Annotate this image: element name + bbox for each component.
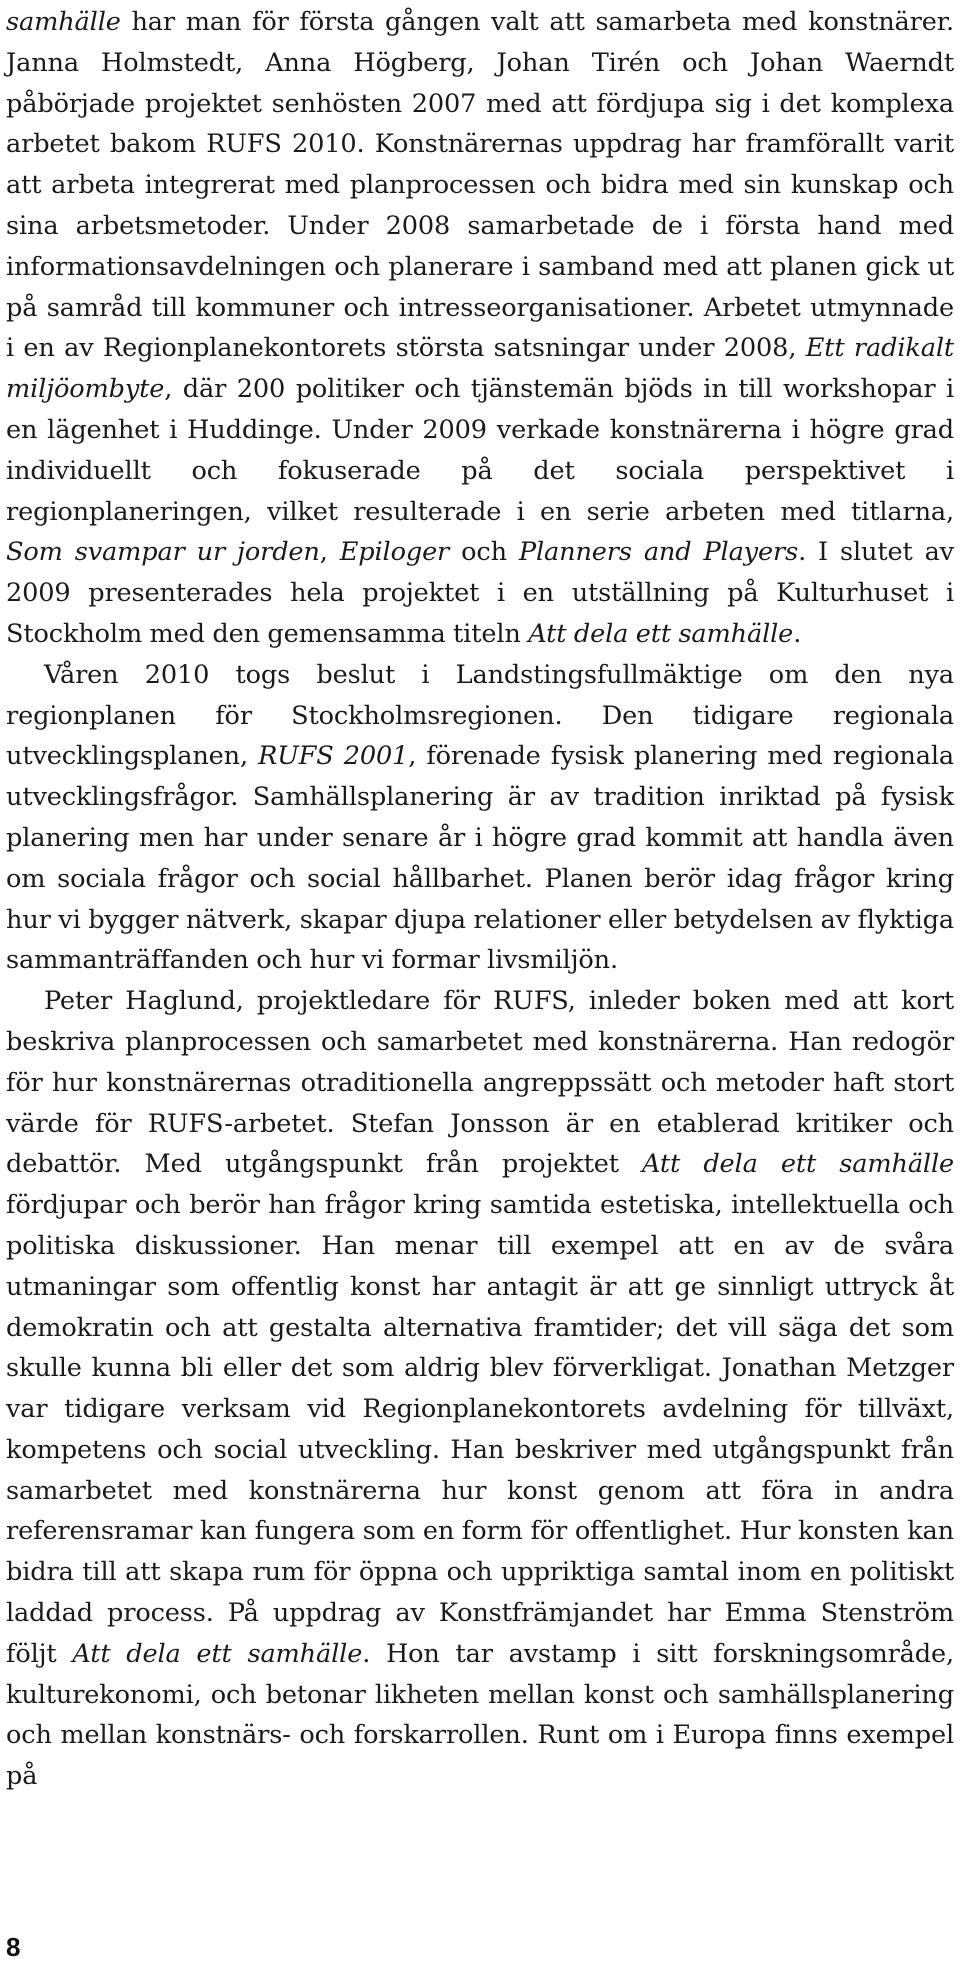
italic-title: Att dela ett samhälle (72, 1638, 363, 1669)
text-run: , förenade fysisk planering med regionala utvecklingsfrågor. Samhällsplanering är av tradition inriktad på fysisk planering men har under senare år i högre grad kommit att handla även om sociala frågor och social hållbarhet. Planen berör idag frågor kring hur vi bygger nätverk, skapar djupa relationer eller betydelsen av flyktiga sammanträffanden och hur vi formar livsmiljön. (6, 741, 954, 976)
text-run: och (449, 537, 519, 568)
italic-title: Som svampar ur jorden (6, 537, 320, 568)
text-run: . Hon tar avstamp i sitt forskningsområde, kulturekonomi, och betonar likheten mellan konst och samhällsplanering och mellan konstnärs- och forskarrollen. Runt om i Europa finns exempel på (6, 1638, 954, 1792)
text-run: , där 200 politiker och tjänstemän bjöds in till workshopar i en lägenhet i Huddinge. Under 2009 verkade konstnärerna i högre grad individuellt och fokuserade på det sociala perspektivet i regionplaneringen, vilket resulterade i en serie arbeten med titlarna, (6, 374, 954, 527)
text-run: Peter Haglund, projektledare för RUFS, inleder boken med att kort beskriva planprocessen och samarbetet med konstnärerna. Han redogör för hur konstnärernas otraditionella angreppssätt och metoder haft stort värde för RUFS-arbetet. Stefan Jonsson är en etablerad kritiker och debattör. Med utgångspunkt från projektet (6, 986, 954, 1180)
paragraph (6, 2, 954, 655)
text-run: Våren 2010 togs beslut i Landstingsfullmäktige om den nya regionplanen för Stockholmsregionen. Den tidigare regionala utvecklingsplanen, (6, 659, 954, 772)
italic-title: Ett radikalt miljöombyte (6, 333, 954, 405)
text-run: . I slutet av 2009 presenterades hela projektet i en utställning på Kulturhuset i Stockholm med den gemensamma titeln (6, 537, 954, 649)
paragraph (6, 981, 954, 1797)
italic-title: Att dela ett samhälle (642, 1149, 954, 1180)
italic-title: samhälle (6, 7, 121, 37)
italic-title: Planners and Players (518, 537, 799, 568)
body-text (6, 2, 954, 1797)
text-run: har man för första gången valt att samarbeta med konstnärer. Janna Holmstedt, Anna Högberg, Johan Tirén och Johan Waerndt påbörjade projektet senhösten 2007 med att fördjupa sig i det komplexa arbetet bakom RUFS 2010. Konstnärernas uppdrag har framförallt varit att arbeta integrerat med planprocessen och bidra med sin kunskap och sina arbetsmetoder. Under 2008 samarbetade de i första hand med informationsavdelningen och planerare i samband med att planen gick ut på samråd till kommuner och intresseorganisationer. Arbetet utmynnade i en av Regionplanekontorets största satsningar under 2008, (6, 7, 954, 364)
text-run: , (319, 537, 340, 568)
italic-title: RUFS 2001 (258, 741, 409, 772)
text-run: fördjupar och berör han frågor kring samtida estetiska, intellektuella och politiska diskussioner. Han menar till exempel att en av de svåra utmaningar som offentlig konst har antagit är att ge sinnligt uttryck åt demokratin och att gestalta alternativa framtider; det vill säga det som skulle kunna bli eller det som aldrig blev förverkligat. Jonathan Metzger var tidigare verksam vid Regionplanekontorets avdelning för tillväxt, kompetens och social utveckling. Han beskriver med utgångspunkt från samarbetet med konstnärerna hur konst genom att föra in andra referensramar kan fungera som en form för offentlighet. Hur konsten kan bidra till att skapa rum för öppna och uppriktiga samtal inom en politiskt laddad process. På uppdrag av Konstfrämjandet har Emma Stenström följt (6, 1190, 954, 1669)
italic-title: Epiloger (339, 537, 450, 568)
paragraph (6, 655, 954, 981)
page-number: 8 (6, 1932, 21, 1962)
italic-title: Att dela ett samhälle (528, 618, 794, 649)
text-run: . (793, 618, 802, 649)
